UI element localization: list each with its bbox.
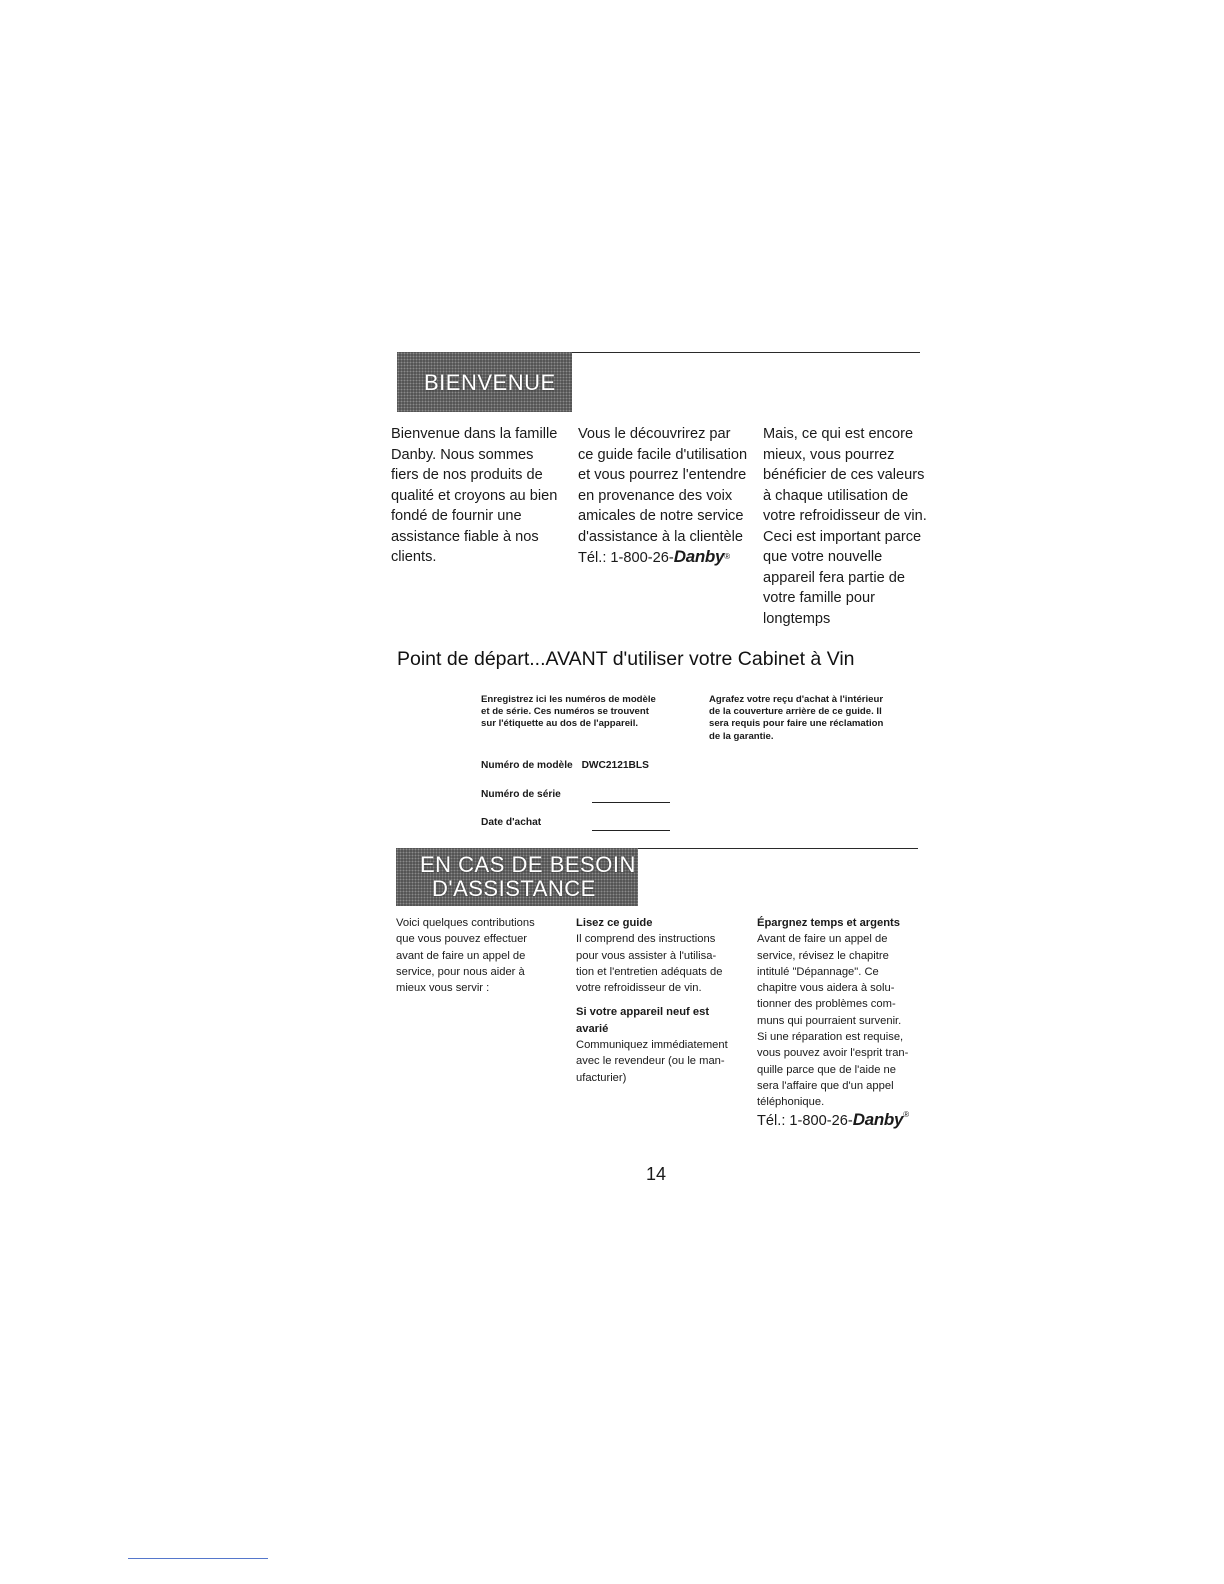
text-line: en provenance des voix [578,487,733,504]
phone-line [578,547,747,569]
text-line: d'assistance à la clientèle [578,528,744,545]
text-line: Avant de faire un appel de [757,933,888,946]
start-heading: Point de départ...AVANT d'utiliser votre Cabinet à Vin [397,648,855,670]
spacer [576,996,728,1004]
text-line: fondé de fournir une [391,508,522,524]
text-line: Danby. Nous sommes [391,446,534,463]
assist-col-1 [396,915,535,996]
welcome-col-2 [578,424,747,569]
text-line: service, pour nous aider à [396,965,525,978]
text-line: qualité et croyons au bien [391,487,558,504]
registered-mark: ® [903,1110,910,1119]
text-line: appareil fera partie de [763,569,905,586]
model-value: DWC2121BLS [581,760,649,771]
text-line: mieux vous servir : [396,982,490,995]
text-line: assistance fiable à nos [391,528,539,545]
text-line: quille parce que de l'aide ne [757,1063,896,1076]
bienvenue-rule [572,352,920,353]
date-blank-line [592,830,670,831]
text-line: vous pouvez avoir l'esprit tran- [757,1047,909,1060]
text-line: mieux, vous pourrez [763,446,895,463]
text-line: ufacturier) [576,1071,627,1084]
text-line: Bienvenue dans la famille [391,426,558,442]
text-line: votre refroidisseur de vin. [763,508,927,524]
serial-blank-line [592,802,670,803]
assistance-rule [638,848,918,849]
text-line: bénéficier de ces valeurs [763,467,925,483]
bienvenue-banner-title: BIENVENUE [424,370,556,395]
text-line: sera l'affaire que d'un appel [757,1079,894,1092]
text-line: Voici quelques contributions [396,917,535,929]
text-line: que vous pouvez effectuer [396,933,528,946]
text-line: ce guide facile d'utilisation [578,446,748,463]
bottom-link-underline [128,1558,268,1559]
text-line: clients. [391,549,437,565]
assist-col-3 [757,915,908,1111]
text-line: fiers de nos produits de [391,467,543,483]
text-line: que votre nouvelle [763,549,883,565]
registered-mark: ® [724,552,731,561]
text-line: sur l'étiquette au dos de l'appareil. [481,718,639,730]
text-line: intitulé "Dépannage". Ce [757,965,879,978]
assist-phone-line [757,1110,909,1130]
phone-label: Tél.: 1-800-26- [757,1113,853,1129]
register-note [481,694,656,731]
text-line: téléphonique. [757,1096,825,1109]
subheading: Si votre appareil neuf est [576,1006,710,1019]
text-line: chapitre vous aidera à solu- [757,982,895,995]
model-number-row [481,760,649,771]
assistance-banner-line1: EN CAS DE BESOIN [420,852,636,877]
subheading: avarié [576,1022,609,1035]
text-line: pour vous assister à l'utilisa- [576,949,717,962]
text-line: de la couverture arrière de ce guide. Il [709,706,882,718]
text-line: Communiquez immédiatement [576,1039,728,1052]
assist-col-2 [576,915,728,1086]
date-label: Date d'achat [481,817,542,828]
text-line: avant de faire un appel de [396,949,526,962]
text-line: Agrafez votre reçu d'achat à l'intérieur [709,694,884,705]
text-line: Mais, ce qui est encore [763,426,914,442]
text-line: longtemps [763,610,831,627]
text-line: Vous le découvrirez par [578,426,731,442]
welcome-col-1 [391,424,557,568]
text-line: sera requis pour faire une réclamation [709,718,884,730]
text-line: Enregistrez ici les numéros de modèle [481,694,656,705]
serial-label: Numéro de série [481,789,561,800]
text-line: amicales de notre service [578,508,744,524]
subheading: Épargnez temps et argents [757,917,900,929]
phone-label: Tél.: 1-800-26- [578,550,674,566]
text-line: votre refroidisseur de vin. [576,982,702,995]
text-line: de la garantie. [709,730,774,742]
text-line: Il comprend des instructions [576,933,716,946]
text-line: tionner des problèmes com- [757,998,896,1011]
text-line: tion et l'entretien adéquats de [576,965,723,978]
text-line: service, révisez le chapitre [757,949,889,962]
danby-logo: Danby [673,547,725,566]
text-line: et vous pourrez l'entendre [578,467,747,483]
model-label: Numéro de modèle [481,760,573,771]
danby-logo: Danby [852,1110,904,1129]
subheading: Lisez ce guide [576,917,653,929]
text-line: votre famille pour [763,590,875,606]
staple-note [709,694,883,743]
text-line: Ceci est important parce [763,528,922,545]
text-line: Si une réparation est requise, [757,1031,904,1044]
text-line: et de série. Ces numéros se trouvent [481,706,649,718]
text-line: avec le revendeur (ou le man- [576,1055,725,1068]
page-number: 14 [646,1164,667,1184]
assistance-banner-line2: D'ASSISTANCE [432,876,596,901]
text-line: muns qui pourraient survenir. [757,1014,902,1027]
welcome-col-3 [763,424,927,629]
text-line: à chaque utilisation de [763,487,909,504]
